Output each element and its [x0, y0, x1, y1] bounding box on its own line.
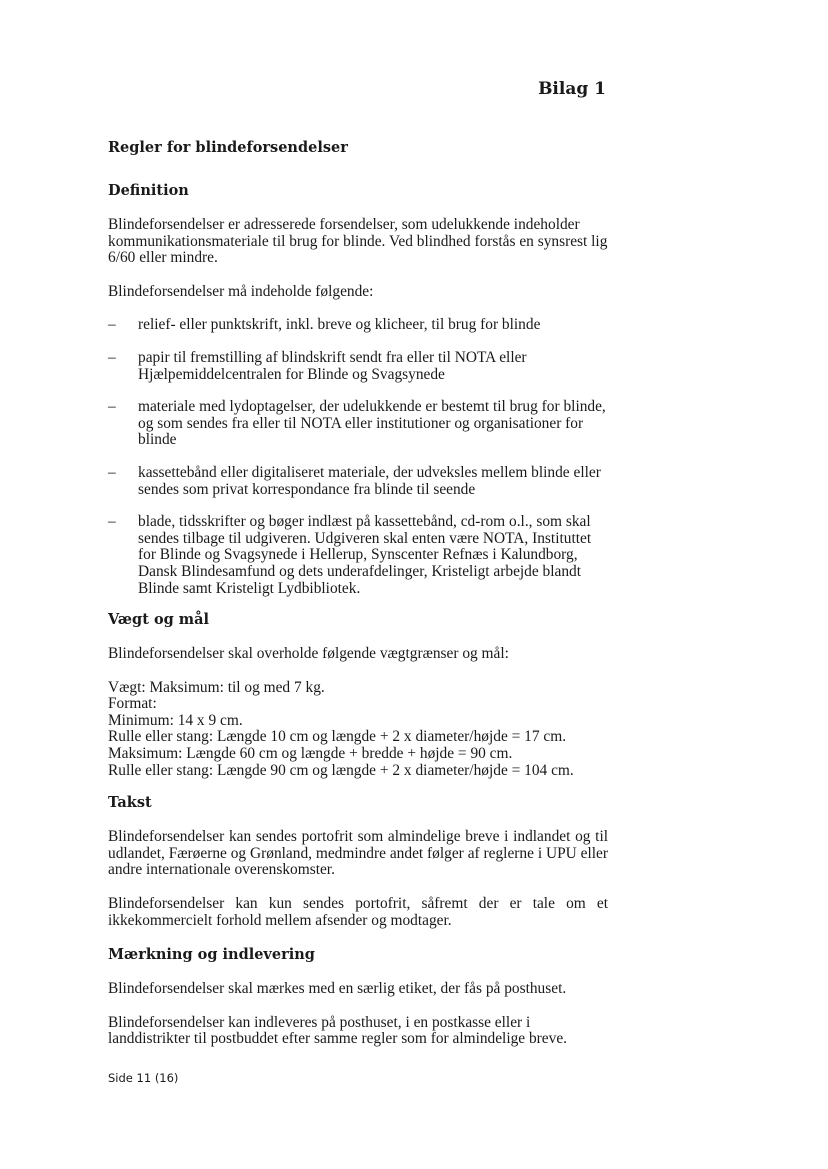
dash-bullet: – — [108, 316, 116, 334]
document-body — [108, 139, 608, 1065]
list-item — [108, 350, 608, 383]
dash-bullet: – — [108, 398, 116, 416]
weight-line: Rulle eller stang: Længde 10 cm og længde + 2 x diameter/højde = 17 cm. — [108, 728, 567, 746]
dash-bullet: – — [108, 513, 116, 531]
rate-paragraph: Blindeforsendelser kan kun sendes portofrit, såfremt der er tale om et ikkekommercielt forhold mellem afsender og modtager. — [108, 895, 608, 929]
weight-line: Format: — [108, 695, 157, 713]
section-definition — [108, 182, 608, 597]
definition-list-intro: Blindeforsendelser må indeholde følgende: — [108, 282, 374, 300]
weight-lines — [108, 680, 608, 780]
section-weight — [108, 611, 608, 794]
section-marking — [108, 946, 608, 1048]
weight-line: Minimum: 14 x 9 cm. — [108, 711, 243, 729]
list-item — [108, 514, 608, 597]
list-item-text: papir til fremstilling af blindskrift sendt fra eller til NOTA eller Hjælpemiddelcentralen for Blinde og Svagsynede — [138, 348, 527, 383]
section-heading-rate: Takst — [108, 794, 152, 812]
list-item-text: relief- eller punktskrift, inkl. breve og klicheer, til brug for blinde — [138, 316, 541, 334]
list-item — [108, 399, 608, 449]
rate-paragraph: Blindeforsendelser kan sendes portofrit som almindelige breve i indlandet og til udlandet, Færøerne og Grønland, medmindre andet følger af reglerne i UPU eller andre internationale overenskomster. — [108, 828, 608, 879]
page-number: Side 11 (16) — [108, 1071, 179, 1085]
list-item-text: kassettebånd eller digitaliseret materiale, der udveksles mellem blinde eller sendes som privat korrespondance fra blinde til seende — [138, 463, 601, 498]
dash-bullet: – — [108, 463, 116, 481]
section-heading-marking: Mærkning og indlevering — [108, 946, 315, 964]
list-item-text: materiale med lydoptagelser, der udelukkende er bestemt til brug for blinde, og som sendes fra eller til NOTA eller institutioner og organisationer for blinde — [138, 398, 606, 449]
section-heading-definition: Definition — [108, 182, 189, 199]
weight-intro: Blindeforsendelser skal overholde følgende vægtgrænser og mål: — [108, 645, 509, 663]
appendix-label: Bilag 1 — [538, 79, 606, 99]
weight-line: Rulle eller stang: Længde 90 cm og længde + 2 x diameter/højde = 104 cm. — [108, 761, 574, 779]
section-rate — [108, 794, 608, 929]
list-item-text: blade, tidsskrifter og bøger indlæst på kassettebånd, cd-rom o.l., som skal sendes tilbage til udgiveren. Udgiveren skal enten være NOTA, Instituttet for Blinde og Svagsynede i Hellerup, Synscenter Refnæs i Kalundborg, Dansk Blindesamfund og dets underafdelinger, Kristeligt arbejde blandt Blinde samt Kristeligt Lydbibliotek. — [138, 513, 592, 597]
marking-paragraph: Blindeforsendelser kan indleveres på posthuset, i en postkasse eller i landdistrikter til postbuddet efter samme regler som for almindelige breve. — [108, 1013, 568, 1048]
weight-line: Vægt: Maksimum: til og med 7 kg. — [108, 678, 325, 696]
definition-list — [108, 317, 608, 597]
list-item — [108, 465, 608, 498]
section-heading-weight: Vægt og mål — [108, 611, 210, 629]
definition-paragraph: Blindeforsendelser er adresserede forsendelser, som udelukkende indeholder kommunikationsmateriale til brug for blinde. Ved blindhed forstås en synsrest lig 6/60 eller mindre. — [108, 216, 608, 267]
marking-paragraph: Blindeforsendelser skal mærkes med en særlig etiket, der fås på posthuset. — [108, 980, 567, 998]
document-title: Regler for blindeforsendelser — [108, 139, 348, 156]
dash-bullet: – — [108, 348, 116, 366]
weight-line: Maksimum: Længde 60 cm og længde + bredde + højde = 90 cm. — [108, 745, 513, 763]
list-item — [108, 317, 608, 334]
